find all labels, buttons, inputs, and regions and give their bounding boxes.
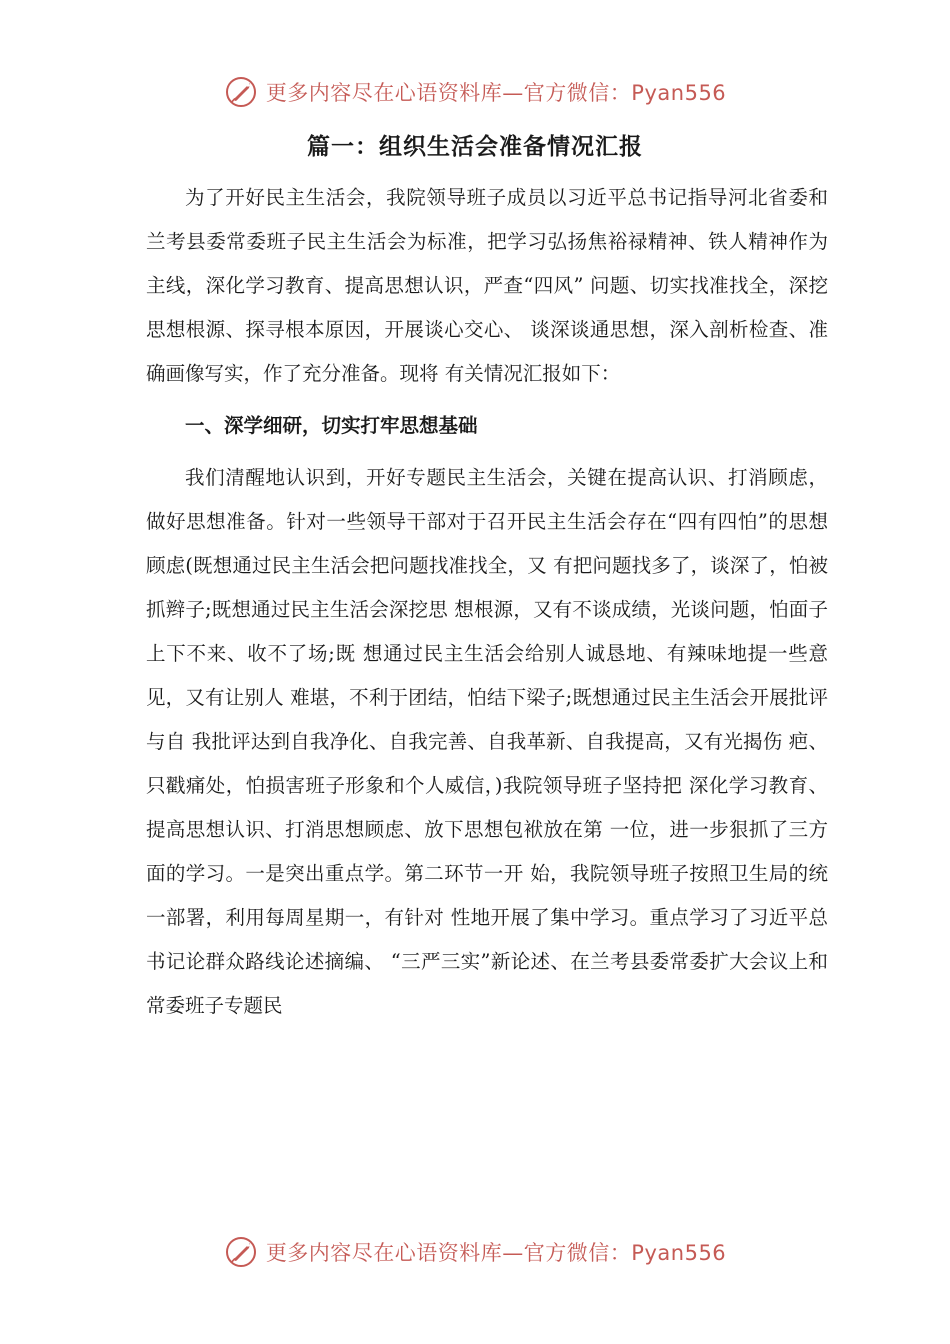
intro-paragraph: 为了开好民主生活会，我院领导班子成员以习近平总书记指导河北省委和兰考县委常委班子民主生活会为标准，把学习弘扬焦裕禄精神、铁人精神作为主线，深化学习教育、提高思想认识，严查“四风” 问题、切实找准找全，深挖思想根源、探寻根本原因，开展谈心交心、 谈深谈通思想，深入剖析检查、准确画像写实，作了充分准备。现将 有关情况汇报如下： (146, 186, 828, 385)
document-title: 篇一：组织生活会准备情况汇报 (307, 134, 643, 160)
document-body (146, 176, 828, 1028)
banner-text: 更多内容尽在心语资料库—官方微信：Pyan556 (265, 81, 727, 105)
header-watermark-banner (0, 72, 950, 112)
pen-nib-icon (224, 75, 258, 109)
banner-text: 更多内容尽在心语资料库—官方微信：Pyan556 (265, 1241, 727, 1265)
pen-nib-icon (224, 1235, 258, 1269)
section-paragraph: 我们清醒地认识到，开好专题民主生活会，关键在提高认识、打消顾虑，做好思想准备。针对一些领导干部对于召开民主生活会存在“四有四怕”的思想顾虑(既想通过民主生活会把问题找准找全，又 有把问题找多了，谈深了，怕被抓辫子;既想通过民主生活会深挖思 想根源，又有不谈成绩，光谈问题，怕面子上下不来、收不了场;既 想通过民主生活会给别人诚恳地、有辣味地提一些意见，又有让别人 难堪，不利于团结，怕结下梁子;既想通过民主生活会开展批评与自 我批评达到自我净化、自我完善、自我革新、自我提高，又有光揭伤 疤、只戳痛处，怕损害班子形象和个人威信，)我院领导班子坚持把 深化学习教育、提高思想认识、打消思想顾虑、放下思想包袱放在第 一位，进一步狠抓了三方面的学习。一是突出重点学。第二环节一开 始，我院领导班子按照卫生局的统一部署，利用每周星期一，有针对 性地开展了集中学习。重点学习了习近平总书记论群众路线论述摘编、 “三严三实”新论述、在兰考县委常委扩大会议上和常委班子专题民 (146, 466, 828, 1017)
section-heading: 一、深学细研，切实打牢思想基础 (185, 414, 478, 437)
footer-watermark-banner (0, 1232, 950, 1272)
